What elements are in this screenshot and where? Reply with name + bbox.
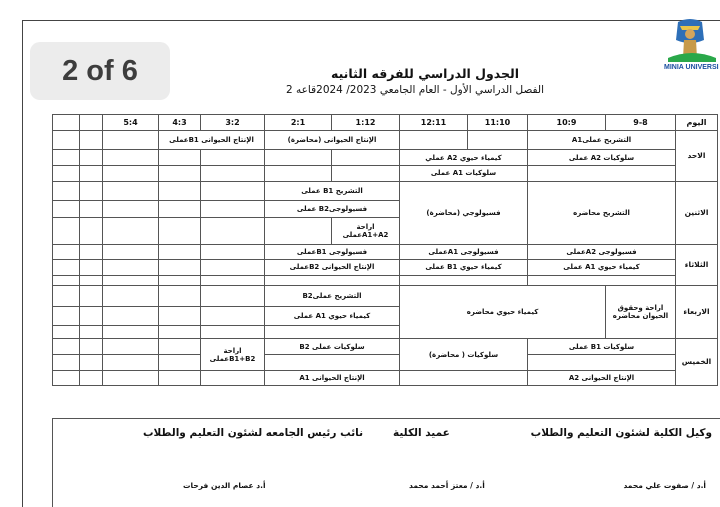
table-row xyxy=(53,150,718,166)
schedule-cell: الإنتاج الحيوانى (محاضرة) xyxy=(265,130,400,149)
schedule-cell: اراحة B1+B2عملى xyxy=(201,339,265,371)
signature-title-vice-president: نائب رئيس الجامعه لشئون التعليم والطلاب xyxy=(143,427,364,439)
signatures-box xyxy=(52,418,720,507)
schedule-cell: فسيولوجي (محاضرة) xyxy=(400,181,528,244)
table-row xyxy=(53,181,718,200)
day-label: الثلاثاء xyxy=(676,245,718,286)
header-time: 9-8 xyxy=(606,115,676,131)
schedule-cell: كيمياء حيوي A2 عملي xyxy=(400,150,528,166)
table-row xyxy=(53,260,718,276)
schedule-cell: اراحة A1+A2عملى xyxy=(332,218,400,245)
table-row xyxy=(53,130,718,149)
schedule-cell: كيمياء حيوي A1 عملى xyxy=(528,260,676,276)
schedule-cell: سلوكيات A2 عملى xyxy=(528,150,676,166)
schedule-cell: الإنتاج الحيوانى A2 xyxy=(528,371,676,386)
document-title: الجدول الدراسي للفرقه الثانيه xyxy=(331,66,519,81)
header-time: 2:1 xyxy=(265,115,332,131)
header-time: 10:9 xyxy=(528,115,606,131)
table-row xyxy=(53,275,718,285)
table-row xyxy=(53,339,718,355)
schedule-cell: التشريح محاضره xyxy=(528,181,676,244)
table-row xyxy=(53,245,718,260)
schedule-cell: كيمياء حيوي A1 عملى xyxy=(265,306,400,325)
schedule-cell: سلوكيات A1 عملى xyxy=(400,165,528,181)
header-time: 11:10 xyxy=(468,115,528,131)
page-counter-badge: 2 of 6 xyxy=(30,42,170,100)
table-row xyxy=(53,286,718,306)
schedule-cell: سلوكيات ( محاضرة) xyxy=(400,339,528,371)
day-label: الاربعاء xyxy=(676,286,718,339)
signature-name-vice-dean: أ.د / صفوت علي محمد xyxy=(623,481,706,490)
signature-name-dean: أ.د / معتز أحمد محمد xyxy=(409,481,485,490)
table-header-row xyxy=(53,115,718,131)
header-time: 3:2 xyxy=(201,115,265,131)
schedule-table xyxy=(52,114,717,386)
header-time: 4:3 xyxy=(159,115,201,131)
schedule-cell: فسيولوجىB2 عملى xyxy=(265,201,400,218)
university-logo-text: MINIA UNIVERSI xyxy=(664,64,719,71)
schedule-cell: سلوكيات عملى B2 xyxy=(265,339,400,355)
schedule-cell: الإنتاج الحيوانى B1عملى xyxy=(159,130,265,149)
schedule-cell: الإنتاج الحيوانى B2عملى xyxy=(265,260,400,276)
header-time: 12:11 xyxy=(400,115,468,131)
schedule-cell: كيمياء حيوي محاضره xyxy=(400,286,606,339)
table-row xyxy=(53,165,718,181)
header-time: 5:4 xyxy=(103,115,159,131)
schedule-cell: فسيولوجى B1عملى xyxy=(265,245,400,260)
schedule-cell: فسيولوجى A2عملى xyxy=(528,245,676,260)
schedule-cell: التشريح عملىA1 xyxy=(528,130,676,149)
schedule-cell: فسيولوجى A1عملى xyxy=(400,245,528,260)
document-subtitle: الفصل الدراسي الأول - العام الجامعي 2023/ 2024قاعه 2 xyxy=(286,84,544,96)
schedule-cell: التشريح B1 عملى xyxy=(265,181,400,200)
schedule-cell: اراحة وحقوق الحيوان محاضره xyxy=(606,286,676,339)
schedule-cell: التشريح عملىB2 xyxy=(265,286,400,306)
table-row xyxy=(53,355,718,371)
signature-title-dean: عميد الكلية xyxy=(393,427,450,439)
table-row xyxy=(53,371,718,386)
schedule-cell: الإنتاج الحيوانى A1 xyxy=(265,371,400,386)
day-label: الاثنين xyxy=(676,181,718,244)
day-label: الخميس xyxy=(676,339,718,386)
signature-title-vice-dean: وكيل الكلية لشئون التعليم والطلاب xyxy=(530,427,712,439)
header-day: اليوم xyxy=(676,115,718,131)
day-label: الاحد xyxy=(676,130,718,181)
schedule-cell: سلوكيات B1 عملى xyxy=(528,339,676,355)
signature-name-vice-president: أ.د عصام الدين فرحات xyxy=(183,481,266,490)
header-time: 1:12 xyxy=(332,115,400,131)
schedule-cell: كيمياء حيوي B1 عملى xyxy=(400,260,528,276)
